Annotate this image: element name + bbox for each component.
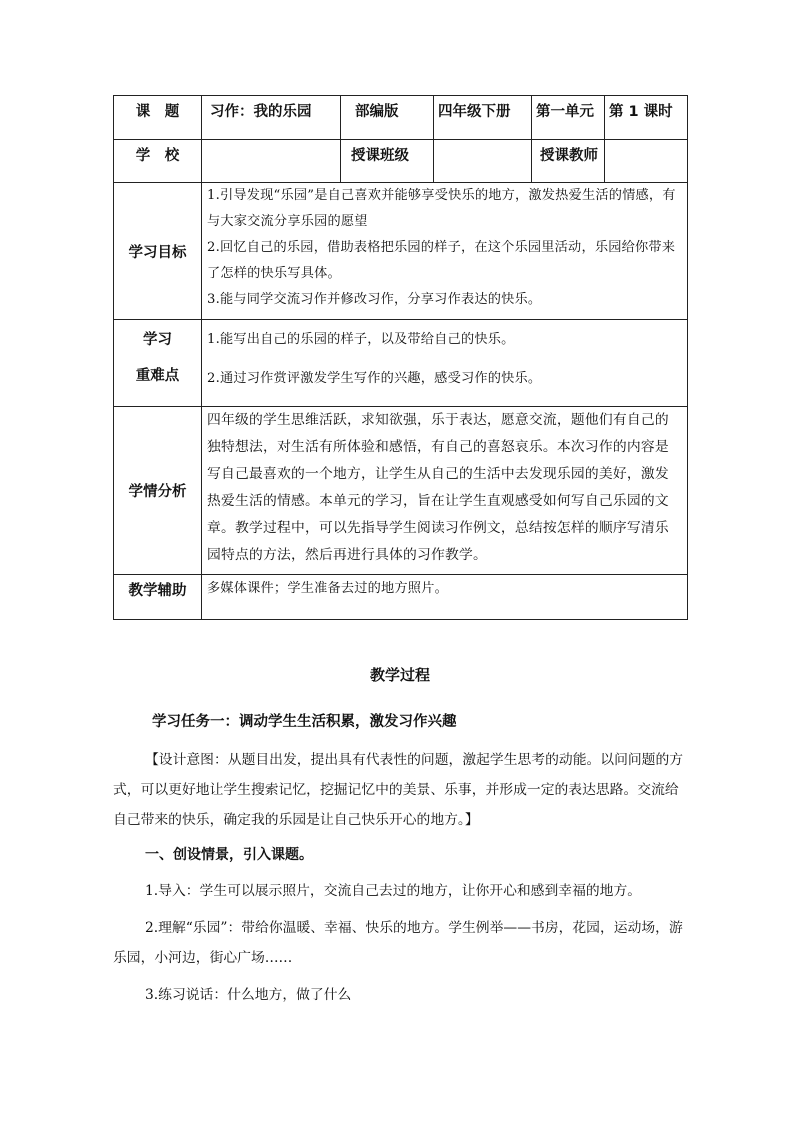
row-goals xyxy=(114,183,688,320)
row-keypoints xyxy=(114,320,688,407)
aids-label: 教学辅助 xyxy=(114,575,202,620)
school-label: 学 校 xyxy=(114,140,202,183)
row-analysis xyxy=(114,407,688,575)
goal-item: 2.回忆自己的乐园，借助表格把乐园的样子，在这个乐园里活动，乐园给你带来了怎样的快乐写具体。 xyxy=(207,240,676,281)
step2: 2.理解“乐园”：带给你温暖、幸福、快乐的地方。学生例举——书房，花园，运动场，游乐园，小河边，街心广场…… xyxy=(113,920,683,966)
design-intent: 【设计意图：从题目出发，提出具有代表性的问题，激起学生思考的动能。以问问题的方式，可以更好地让学生搜索记忆，挖掘记忆中的美景、乐事，并形成一定的表达思路。交流给自己带来的快乐，确定我的乐园是让自己快乐开心的地方。】 xyxy=(113,752,684,828)
section1-heading: 一、创设情景，引入课题。 xyxy=(145,847,313,863)
row-topic xyxy=(114,96,688,140)
goals-text xyxy=(202,183,688,320)
row-school xyxy=(114,140,688,183)
analysis-text: 四年级的学生思维活跃，求知欲强，乐于表达，愿意交流，题他们有自己的独特想法，对生活有所体验和感悟，有自己的喜怒哀乐。本次习作的内容是写自己最喜欢的一个地方，让学生从自己的生活中去发现乐园的美好，激发热爱生活的情感。本单元的学习，旨在让学生直观感受如何写自己乐园的文章。教学过程中，可以先指导学生阅读习作例文，总结按怎样的顺序写清乐园特点的方法，然后再进行具体的习作教学。 xyxy=(202,407,688,575)
class-value xyxy=(434,140,532,183)
keypoint-item: 1.能写出自己的乐园的样子，以及带给自己的快乐。 xyxy=(207,332,515,347)
grade: 四年级下册 xyxy=(434,96,532,140)
topic-title: 习作：我的乐园 xyxy=(202,96,341,140)
edition: 部编版 xyxy=(341,96,434,140)
lesson-info-table xyxy=(113,95,688,620)
analysis-label: 学情分析 xyxy=(114,407,202,575)
step1: 1.导入：学生可以展示照片，交流自己去过的地方，让你开心和感到幸福的地方。 xyxy=(145,883,642,899)
process-heading: 教学过程 xyxy=(369,666,430,684)
goal-item: 3.能与同学交流习作并修改习作，分享习作表达的快乐。 xyxy=(207,292,542,307)
goals-label: 学习目标 xyxy=(114,183,202,320)
aids-text: 多媒体课件；学生准备去过的地方照片。 xyxy=(202,575,688,620)
unit: 第一单元 xyxy=(532,96,605,140)
lesson-number: 第 1 课时 xyxy=(605,96,688,140)
keypoints-label-line1: 学习 xyxy=(143,332,172,348)
topic-label: 课 题 xyxy=(114,96,202,140)
school-value xyxy=(202,140,341,183)
class-label: 授课班级 xyxy=(341,140,434,183)
teacher-label: 授课教师 xyxy=(532,140,605,183)
keypoint-item: 2.通过习作赏评激发学生写作的兴趣，感受习作的快乐。 xyxy=(207,371,542,386)
keypoints-label xyxy=(114,320,202,407)
step3: 3.练习说话：什么地方，做了什么 xyxy=(145,987,352,1003)
goal-item: 1.引导发现“乐园”是自己喜欢并能够享受快乐的地方，激发热爱生活的情感，有与大家交流分享乐园的愿望 xyxy=(207,188,676,229)
teacher-value xyxy=(605,140,688,183)
row-aids xyxy=(114,575,688,620)
keypoints-label-line2: 重难点 xyxy=(135,368,180,384)
task1-heading: 学习任务一：调动学生生活积累，激发习作兴趣 xyxy=(152,714,457,730)
keypoints-text xyxy=(202,320,688,407)
